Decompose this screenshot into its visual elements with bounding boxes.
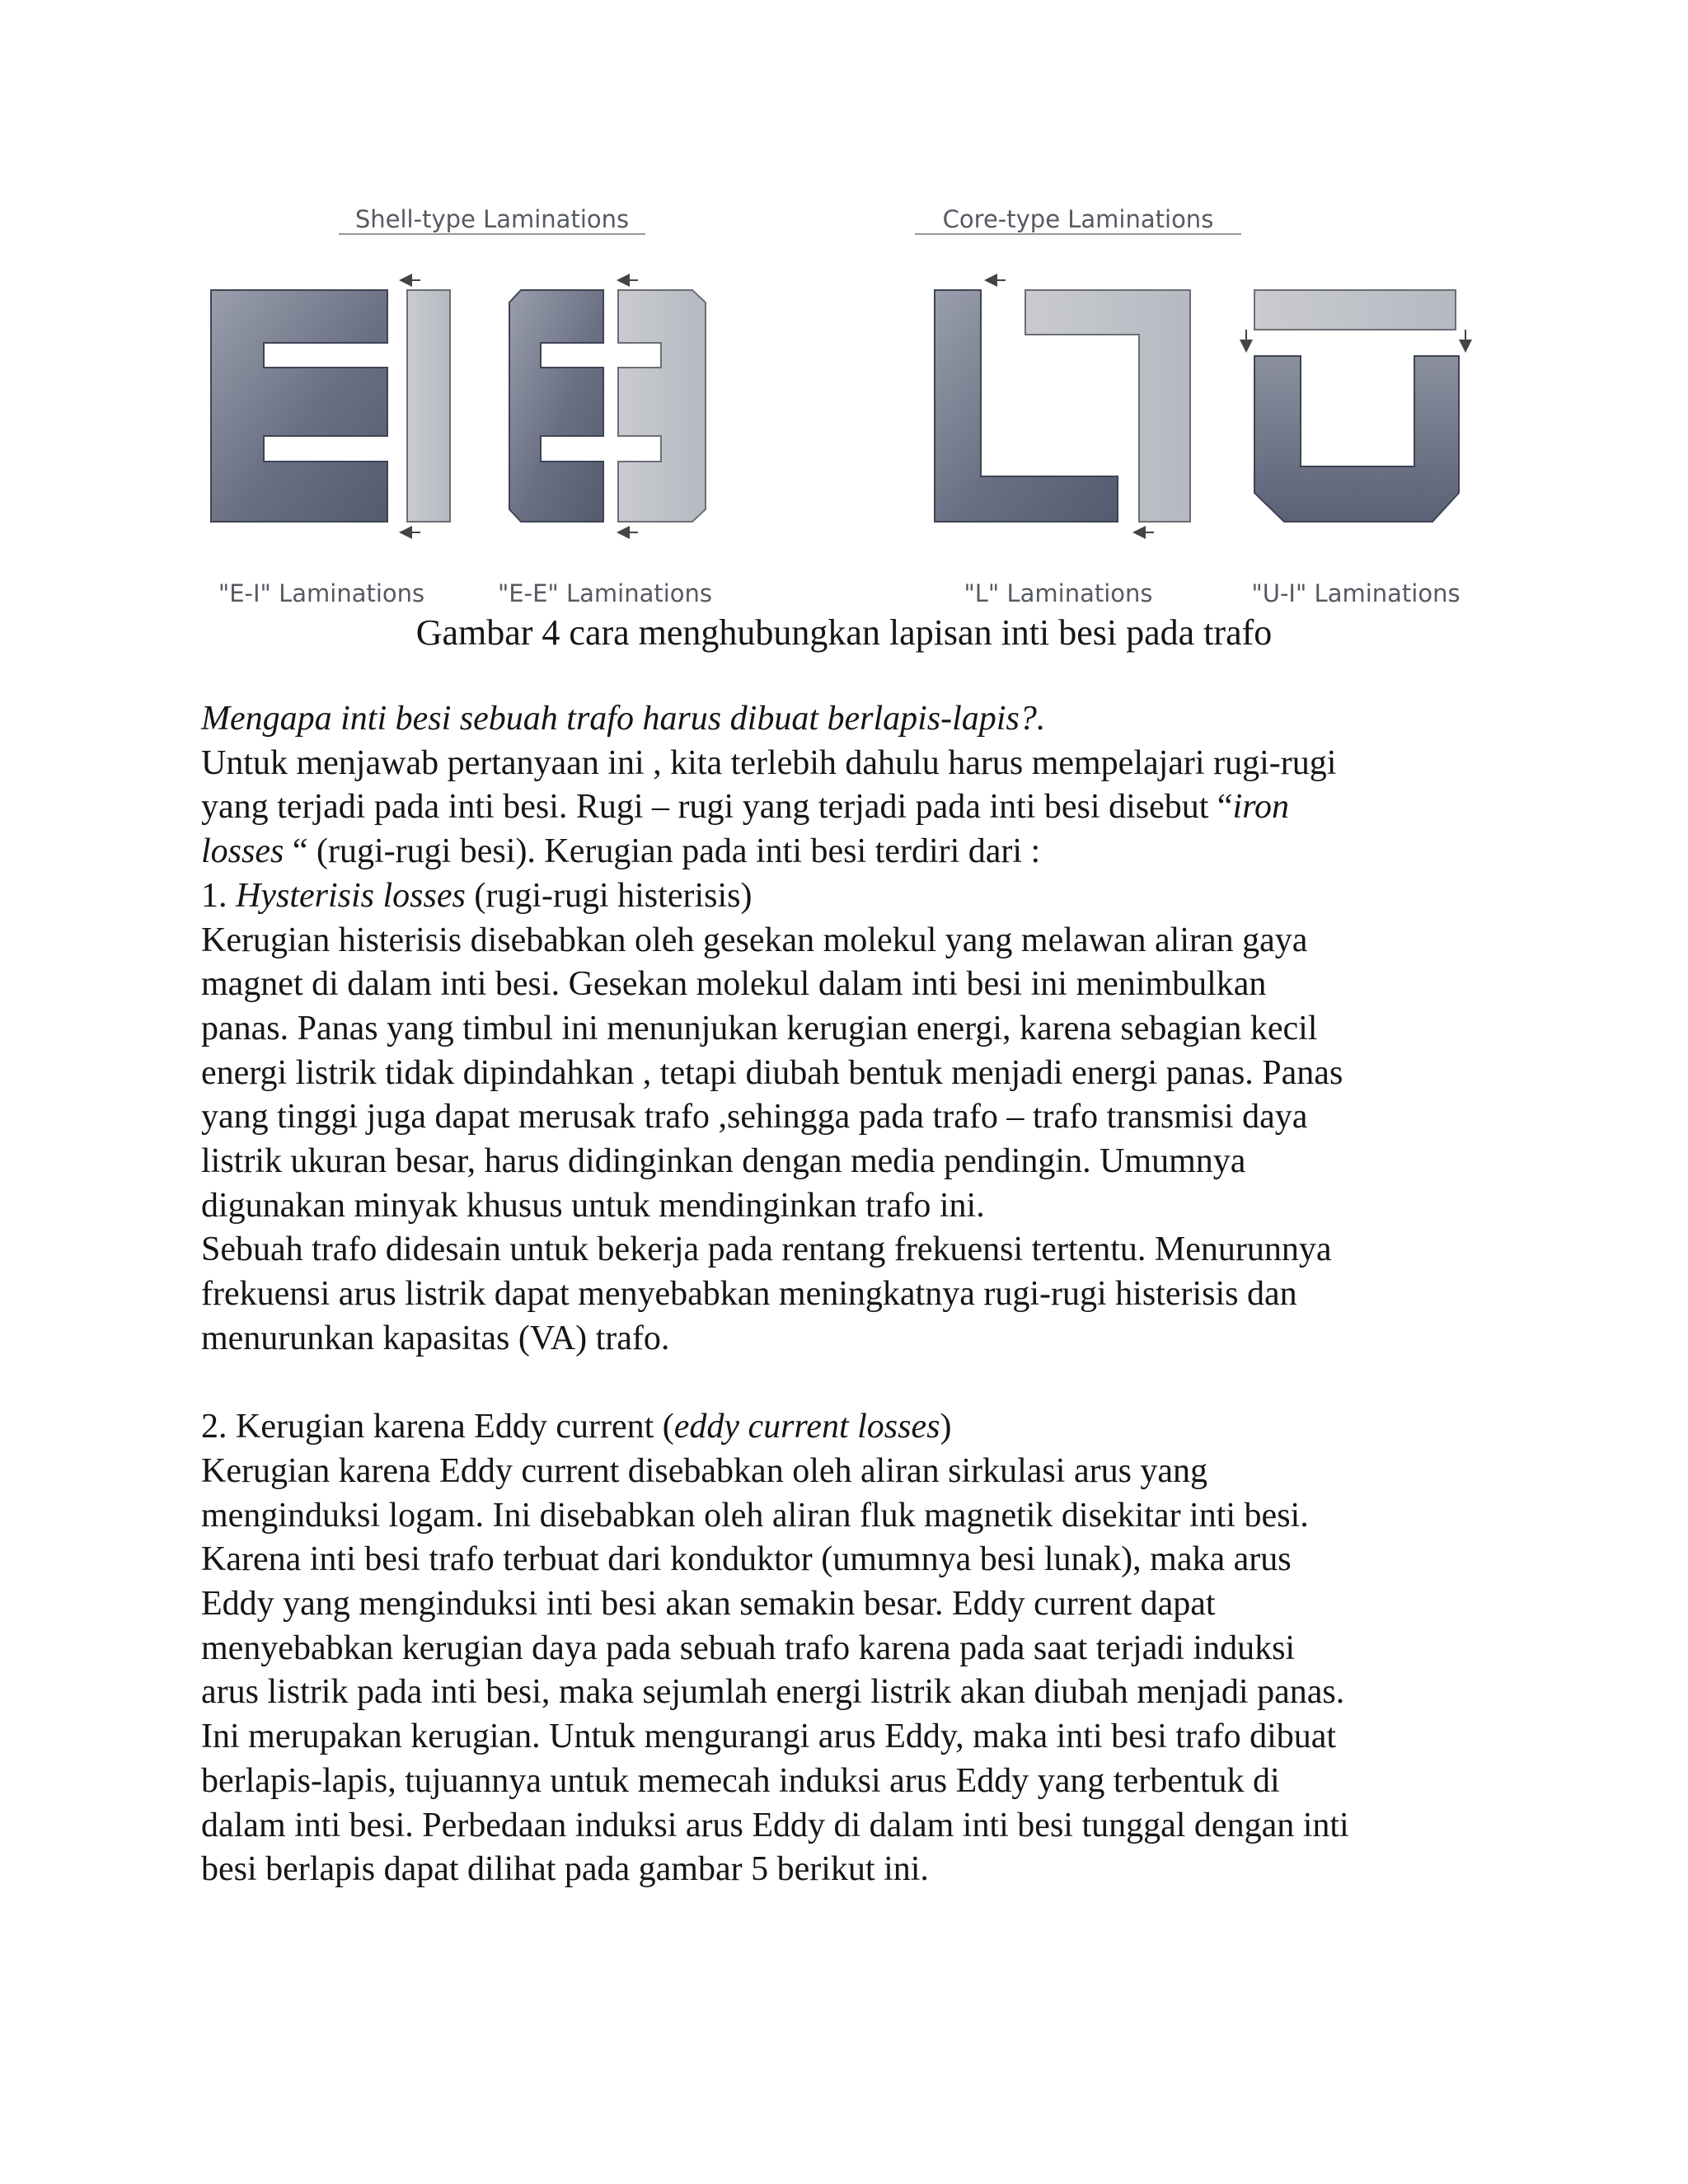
- paragraph-line: frekuensi arus listrik dapat menyebabkan meningkatnya rugi-rugi histerisis dan: [201, 1275, 1297, 1314]
- paragraph-gap: [201, 1361, 1487, 1406]
- paragraph-line: Sebuah trafo didesain untuk bekerja pada rentang frekuensi tertentu. Menurunnya: [201, 1230, 1332, 1269]
- intro-line: Untuk menjawab pertanyaan ini , kita terlebih dahulu harus mempelajari rugi-rugi: [201, 743, 1337, 782]
- paragraph-line: Kerugian histerisis disebabkan oleh gesekan molekul yang melawan aliran gaya: [201, 921, 1308, 959]
- e-shape-right: [618, 290, 706, 522]
- figure-caption: Gambar 4 cara menghubungkan lapisan inti besi pada trafo: [415, 612, 1273, 653]
- paragraph-line: menurunkan kapasitas (VA) trafo.: [201, 1319, 670, 1357]
- body-text: [201, 697, 1487, 1892]
- i-bar: [1254, 290, 1456, 330]
- item-1-heading: 1. Hysterisis losses (rugi-rugi histerisis): [201, 876, 753, 915]
- paragraph-line: yang tinggi juga dapat merusak trafo ,sehingga pada trafo – trafo transmisi daya: [201, 1098, 1308, 1137]
- e-shape-left: [509, 290, 603, 522]
- i-bar: [407, 290, 450, 522]
- paragraph-line: Kerugian karena Eddy current disebabkan oleh aliran sirkulasi arus yang: [201, 1451, 1208, 1490]
- paragraph-line: digunakan minyak khusus untuk mendinginkan trafo ini.: [201, 1186, 985, 1225]
- intro-line: yang terjadi pada inti besi. Rugi – rugi yang terjadi pada inti besi disebut “iron: [201, 788, 1289, 827]
- ei-lamination: [211, 280, 450, 532]
- paragraph-line: Karena inti besi trafo terbuat dari konduktor (umumnya besi lunak), maka arus: [201, 1540, 1292, 1579]
- intro-line: losses “ (rugi-rugi besi). Kerugian pada inti besi terdiri dari :: [201, 832, 1041, 871]
- ee-lamination: [509, 280, 706, 532]
- ui-lamination: [1246, 290, 1465, 522]
- paragraph-line: energi listrik tidak dipindahkan , tetapi diubah bentuk menjadi energi panas. Panas: [201, 1053, 1343, 1092]
- paragraph-eddy-current: [201, 1450, 1487, 1892]
- paragraph-line: listrik ukuran besar, harus didinginkan dengan media pendingin. Umumnya: [201, 1142, 1246, 1181]
- l-label: "L" Laminations: [964, 579, 1153, 607]
- question-heading: Mengapa inti besi sebuah trafo harus dibuat berlapis-lapis?.: [201, 700, 1046, 738]
- laminations-diagram: [198, 198, 1484, 618]
- paragraph-line: Ini merupakan kerugian. Untuk mengurangi arus Eddy, maka inti besi trafo dibuat: [201, 1718, 1337, 1756]
- item-2-heading: 2. Kerugian karena Eddy current (eddy current losses): [201, 1408, 952, 1446]
- e-shape: [211, 290, 387, 522]
- paragraph-line: menginduksi logam. Ini disebabkan oleh aliran fluk magnetik disekitar inti besi.: [201, 1496, 1309, 1535]
- u-shape: [1254, 356, 1459, 522]
- core-type-label: Core-type Laminations: [942, 205, 1214, 233]
- paragraph-line: magnet di dalam inti besi. Gesekan molekul dalam inti besi ini menimbulkan: [201, 965, 1267, 1004]
- ui-label: "U-I" Laminations: [1251, 579, 1461, 607]
- paragraph-line: panas. Panas yang timbul ini menunjukan kerugian energi, karena sebagian kecil: [201, 1009, 1318, 1047]
- ee-label: "E-E" Laminations: [497, 579, 713, 607]
- l-lamination: [935, 280, 1190, 532]
- paragraph-histerisis: [201, 919, 1487, 1361]
- paragraph-line: berlapis-lapis, tujuannya untuk memecah induksi arus Eddy yang terbentuk di: [201, 1761, 1280, 1800]
- paragraph-line: dalam inti besi. Perbedaan induksi arus Eddy di dalam inti besi tunggal dengan inti: [201, 1806, 1349, 1844]
- paragraph-line: menyebabkan kerugian daya pada sebuah trafo karena pada saat terjadi induksi: [201, 1629, 1296, 1667]
- shell-type-label: Shell-type Laminations: [354, 205, 630, 233]
- ei-label: "E-I" Laminations: [218, 579, 425, 607]
- paragraph-line: besi berlapis dapat dilihat pada gambar 5 berikut ini.: [201, 1850, 929, 1889]
- paragraph-line: Eddy yang menginduksi inti besi akan semakin besar. Eddy current dapat: [201, 1585, 1216, 1624]
- laminations-figure: [198, 198, 1484, 618]
- paragraph-line: arus listrik pada inti besi, maka sejumlah energi listrik akan diubah menjadi panas.: [201, 1673, 1345, 1712]
